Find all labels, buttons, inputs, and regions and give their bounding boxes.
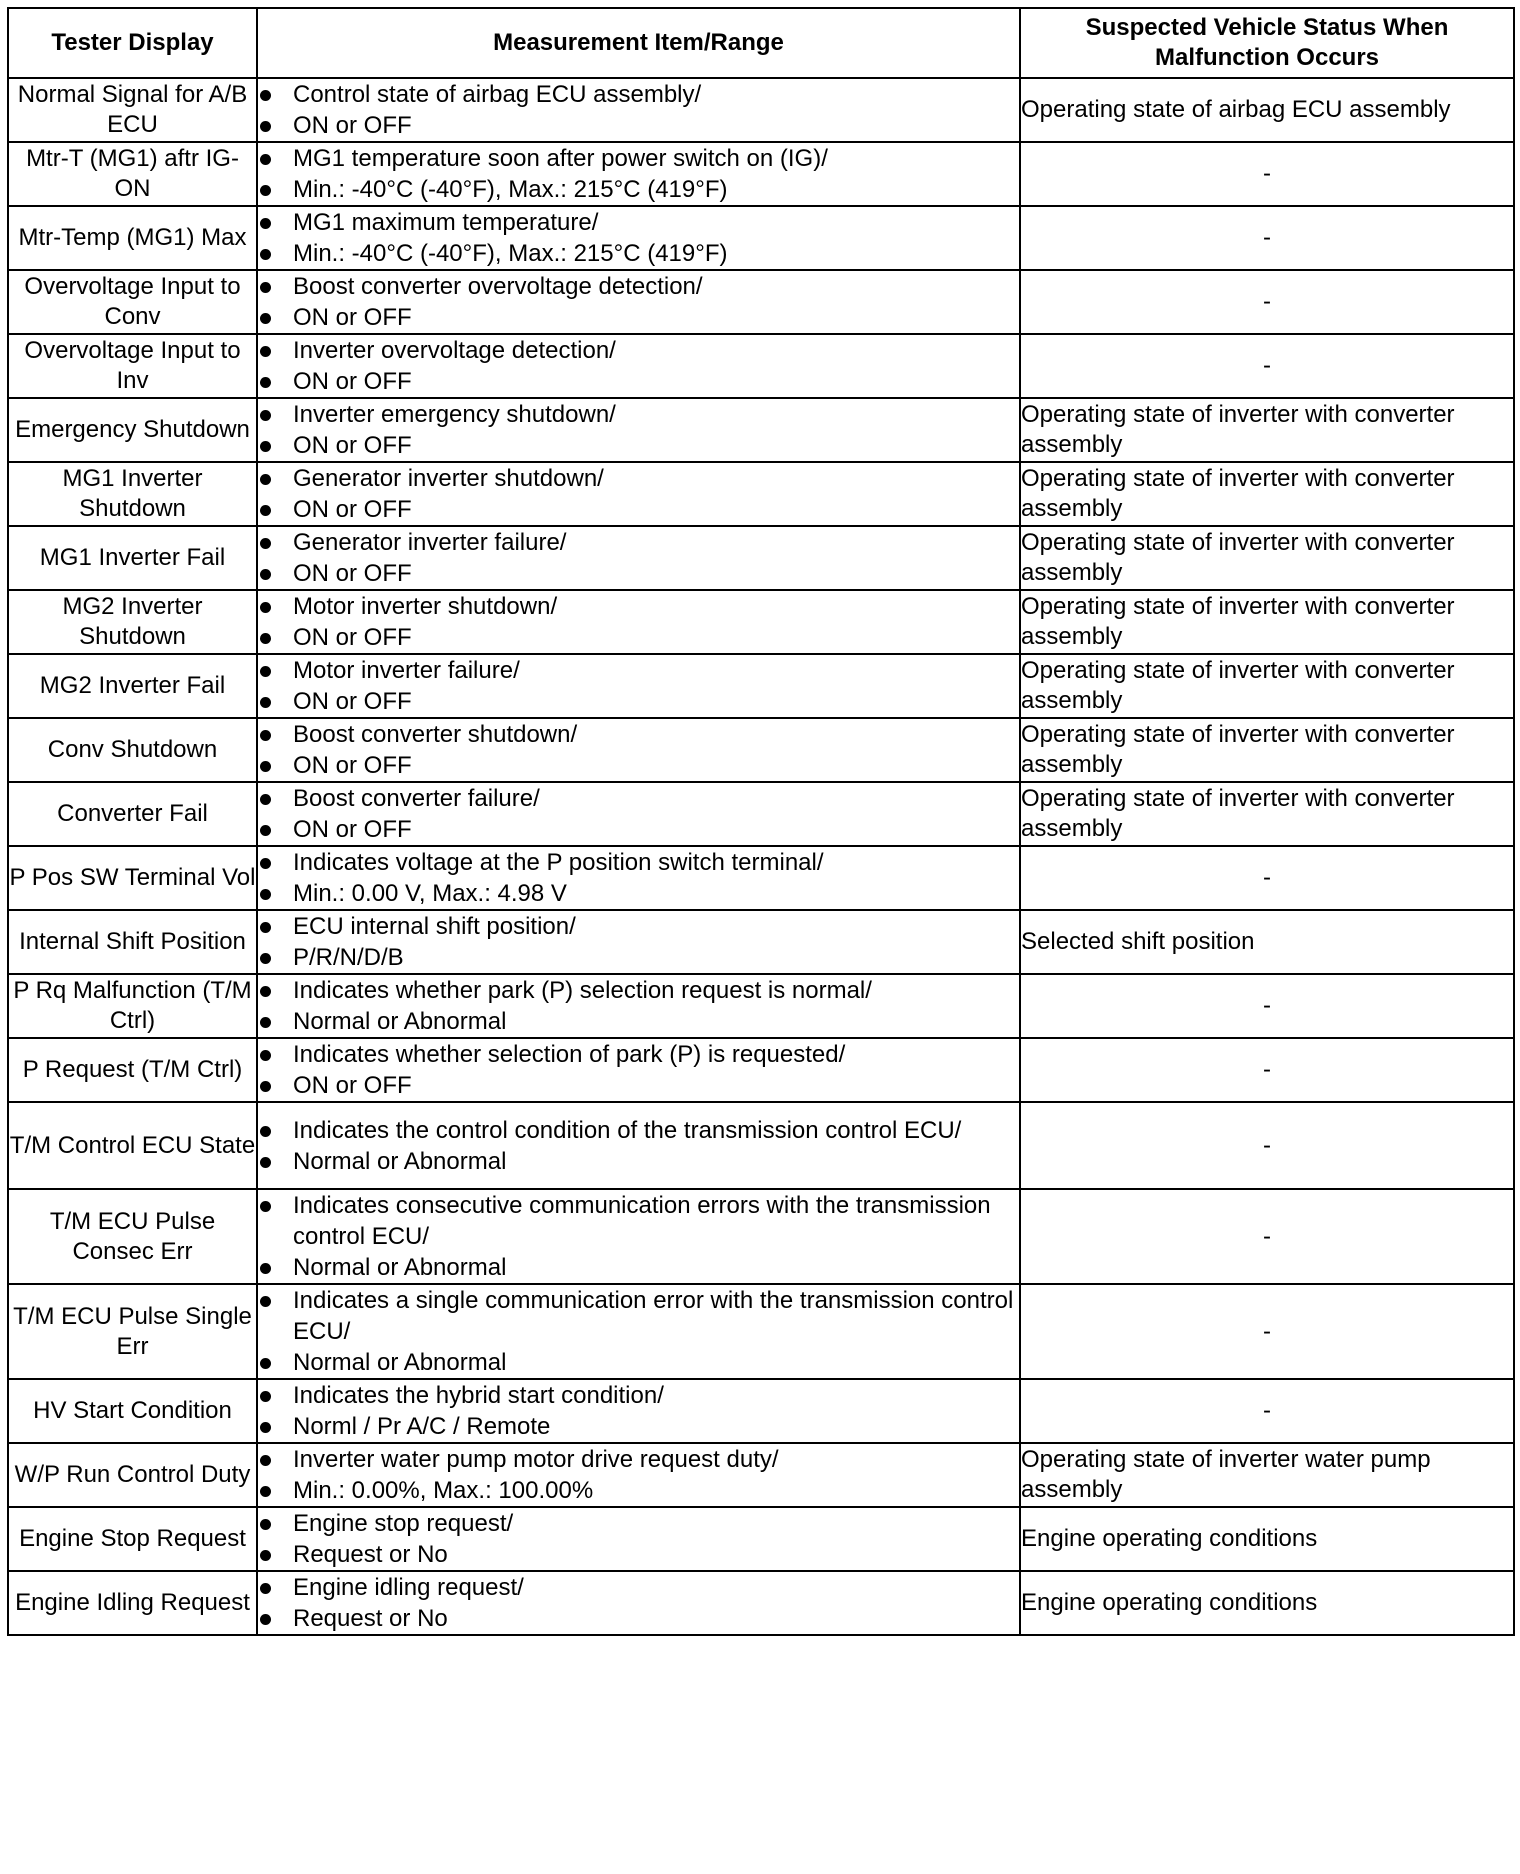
measurement-cell [257,206,1020,270]
measurement-cell [257,1284,1020,1379]
table-row [8,974,1514,1038]
measurement-item: Norml / Pr A/C / Remote [258,1411,1019,1442]
tester-display-cell: T/M ECU Pulse Consec Err [8,1189,257,1284]
measurement-item: Boost converter overvoltage detection/ [258,271,1019,302]
measurement-item: ON or OFF [258,366,1019,397]
table-row [8,462,1514,526]
measurement-item: MG1 temperature soon after power switch on (IG)/ [258,143,1019,174]
tester-display-cell: Mtr-T (MG1) aftr IG-ON [8,142,257,206]
suspected-status-cell: Operating state of inverter with converter assembly [1020,526,1514,590]
measurement-item: Engine stop request/ [258,1508,1019,1539]
suspected-status-cell: - [1020,334,1514,398]
measurement-item: Normal or Abnormal [258,1006,1019,1037]
measurement-cell [257,974,1020,1038]
measurement-list [258,911,1019,973]
header-measurement-item: Measurement Item/Range [257,8,1020,78]
measurement-item: Normal or Abnormal [258,1347,1019,1378]
measurement-item: Min.: -40°C (-40°F), Max.: 215°C (419°F) [258,174,1019,205]
suspected-status-cell: - [1020,1189,1514,1284]
measurement-cell [257,526,1020,590]
measurement-item: ON or OFF [258,814,1019,845]
measurement-cell [257,334,1020,398]
measurement-list [258,1039,1019,1101]
tester-display-cell: Conv Shutdown [8,718,257,782]
measurement-item: Normal or Abnormal [258,1146,1019,1177]
table-row [8,1443,1514,1507]
table-row [8,1038,1514,1102]
measurement-list [258,1572,1019,1634]
measurement-item: ON or OFF [258,622,1019,653]
table-row [8,846,1514,910]
table-row [8,654,1514,718]
measurement-cell [257,1507,1020,1571]
measurement-item: ON or OFF [258,750,1019,781]
measurement-item: ON or OFF [258,430,1019,461]
measurement-cell [257,846,1020,910]
table-row [8,1102,1514,1189]
measurement-list [258,1190,1019,1283]
measurement-item: Normal or Abnormal [258,1252,1019,1283]
measurement-item: ON or OFF [258,494,1019,525]
header-tester-display: Tester Display [8,8,257,78]
measurement-cell [257,1443,1020,1507]
measurement-item: Inverter water pump motor drive request duty/ [258,1444,1019,1475]
tester-display-cell: Converter Fail [8,782,257,846]
suspected-status-cell: - [1020,206,1514,270]
tester-display-cell: MG2 Inverter Shutdown [8,590,257,654]
suspected-status-cell: - [1020,974,1514,1038]
header-suspected-status: Suspected Vehicle Status When Malfunction Occurs [1020,8,1514,78]
tester-display-cell: Overvoltage Input to Conv [8,270,257,334]
tester-display-cell: T/M Control ECU State [8,1102,257,1189]
measurement-list [258,1508,1019,1570]
measurement-cell [257,1571,1020,1635]
measurement-item: Min.: 0.00 V, Max.: 4.98 V [258,878,1019,909]
measurement-item: Boost converter shutdown/ [258,719,1019,750]
table-row [8,590,1514,654]
tester-display-cell: P Pos SW Terminal Vol [8,846,257,910]
suspected-status-cell: Operating state of inverter with converter assembly [1020,398,1514,462]
measurement-item: Motor inverter shutdown/ [258,591,1019,622]
measurement-list [258,335,1019,397]
measurement-list [258,1380,1019,1442]
measurement-item: Control state of airbag ECU assembly/ [258,79,1019,110]
measurement-item: Indicates the control condition of the transmission control ECU/ [258,1115,1019,1146]
tester-display-cell: Overvoltage Input to Inv [8,334,257,398]
measurement-cell [257,590,1020,654]
measurement-list [258,1444,1019,1506]
table-row [8,910,1514,974]
measurement-item: Min.: 0.00%, Max.: 100.00% [258,1475,1019,1506]
measurement-item: Indicates the hybrid start condition/ [258,1380,1019,1411]
suspected-status-cell: Selected shift position [1020,910,1514,974]
tester-display-cell: MG2 Inverter Fail [8,654,257,718]
measurement-list [258,975,1019,1037]
suspected-status-cell: Operating state of inverter water pump assembly [1020,1443,1514,1507]
tester-display-cell: T/M ECU Pulse Single Err [8,1284,257,1379]
tester-display-cell: HV Start Condition [8,1379,257,1443]
measurement-item: MG1 maximum temperature/ [258,207,1019,238]
tester-display-cell: Mtr-Temp (MG1) Max [8,206,257,270]
measurement-item: ON or OFF [258,110,1019,141]
measurement-cell [257,1189,1020,1284]
suspected-status-cell: - [1020,142,1514,206]
suspected-status-cell: - [1020,1102,1514,1189]
measurement-item: ON or OFF [258,1070,1019,1101]
measurement-list [258,271,1019,333]
measurement-item: Indicates whether selection of park (P) is requested/ [258,1039,1019,1070]
table-header-row [8,8,1514,78]
measurement-item: Generator inverter shutdown/ [258,463,1019,494]
table-row [8,270,1514,334]
measurement-list [258,1285,1019,1378]
suspected-status-cell: - [1020,1284,1514,1379]
table-body [8,78,1514,1635]
suspected-status-cell: - [1020,270,1514,334]
tester-display-cell: MG1 Inverter Fail [8,526,257,590]
measurement-list [258,463,1019,525]
table-row [8,78,1514,142]
measurement-item: Engine idling request/ [258,1572,1019,1603]
measurement-item: ON or OFF [258,302,1019,333]
measurement-cell [257,1379,1020,1443]
tester-display-cell: P Rq Malfunction (T/M Ctrl) [8,974,257,1038]
measurement-item: Inverter overvoltage detection/ [258,335,1019,366]
table-row [8,718,1514,782]
suspected-status-cell: Engine operating conditions [1020,1571,1514,1635]
table-row [8,526,1514,590]
suspected-status-cell: Operating state of inverter with converter assembly [1020,590,1514,654]
table-row [8,334,1514,398]
measurement-item: Indicates voltage at the P position switch terminal/ [258,847,1019,878]
measurement-item: Generator inverter failure/ [258,527,1019,558]
measurement-list [258,399,1019,461]
measurement-item: Min.: -40°C (-40°F), Max.: 215°C (419°F) [258,238,1019,269]
suspected-status-cell: Operating state of airbag ECU assembly [1020,78,1514,142]
suspected-status-cell: Operating state of inverter with converter assembly [1020,654,1514,718]
measurement-item: Boost converter failure/ [258,783,1019,814]
measurement-cell [257,462,1020,526]
table-row [8,1284,1514,1379]
table-row [8,142,1514,206]
suspected-status-cell: Operating state of inverter with converter assembly [1020,782,1514,846]
table-row [8,1507,1514,1571]
tester-display-cell: Emergency Shutdown [8,398,257,462]
measurement-list [258,591,1019,653]
table-row [8,1571,1514,1635]
tester-display-cell: MG1 Inverter Shutdown [8,462,257,526]
suspected-status-cell: Operating state of inverter with converter assembly [1020,462,1514,526]
tester-data-table [7,7,1515,1636]
table-row [8,398,1514,462]
tester-display-cell: Normal Signal for A/B ECU [8,78,257,142]
table-row [8,782,1514,846]
measurement-list [258,143,1019,205]
tester-display-cell: W/P Run Control Duty [8,1443,257,1507]
measurement-cell [257,910,1020,974]
measurement-item: Indicates whether park (P) selection request is normal/ [258,975,1019,1006]
measurement-item: ON or OFF [258,686,1019,717]
suspected-status-cell: - [1020,1379,1514,1443]
measurement-cell [257,398,1020,462]
suspected-status-cell: - [1020,1038,1514,1102]
table-row [8,1379,1514,1443]
measurement-cell [257,1102,1020,1189]
measurement-cell [257,654,1020,718]
measurement-list [258,207,1019,269]
measurement-item: ON or OFF [258,558,1019,589]
suspected-status-cell: Engine operating conditions [1020,1507,1514,1571]
measurement-cell [257,142,1020,206]
tester-display-cell: Engine Idling Request [8,1571,257,1635]
measurement-item: Request or No [258,1603,1019,1634]
measurement-item: Motor inverter failure/ [258,655,1019,686]
measurement-item: Indicates consecutive communication errors with the transmission control ECU/ [258,1190,1019,1252]
measurement-item: Inverter emergency shutdown/ [258,399,1019,430]
measurement-cell [257,782,1020,846]
measurement-list [258,783,1019,845]
measurement-list [258,79,1019,141]
table-row [8,206,1514,270]
measurement-cell [257,270,1020,334]
measurement-list [258,847,1019,909]
measurement-list [258,719,1019,781]
tester-display-cell: Engine Stop Request [8,1507,257,1571]
measurement-cell [257,78,1020,142]
tester-display-cell: P Request (T/M Ctrl) [8,1038,257,1102]
measurement-cell [257,718,1020,782]
measurement-item: P/R/N/D/B [258,942,1019,973]
measurement-item: ECU internal shift position/ [258,911,1019,942]
suspected-status-cell: Operating state of inverter with converter assembly [1020,718,1514,782]
measurement-list [258,1115,1019,1177]
suspected-status-cell: - [1020,846,1514,910]
measurement-item: Request or No [258,1539,1019,1570]
table-row [8,1189,1514,1284]
measurement-cell [257,1038,1020,1102]
measurement-list [258,655,1019,717]
measurement-list [258,527,1019,589]
measurement-item: Indicates a single communication error with the transmission control ECU/ [258,1285,1019,1347]
tester-display-cell: Internal Shift Position [8,910,257,974]
